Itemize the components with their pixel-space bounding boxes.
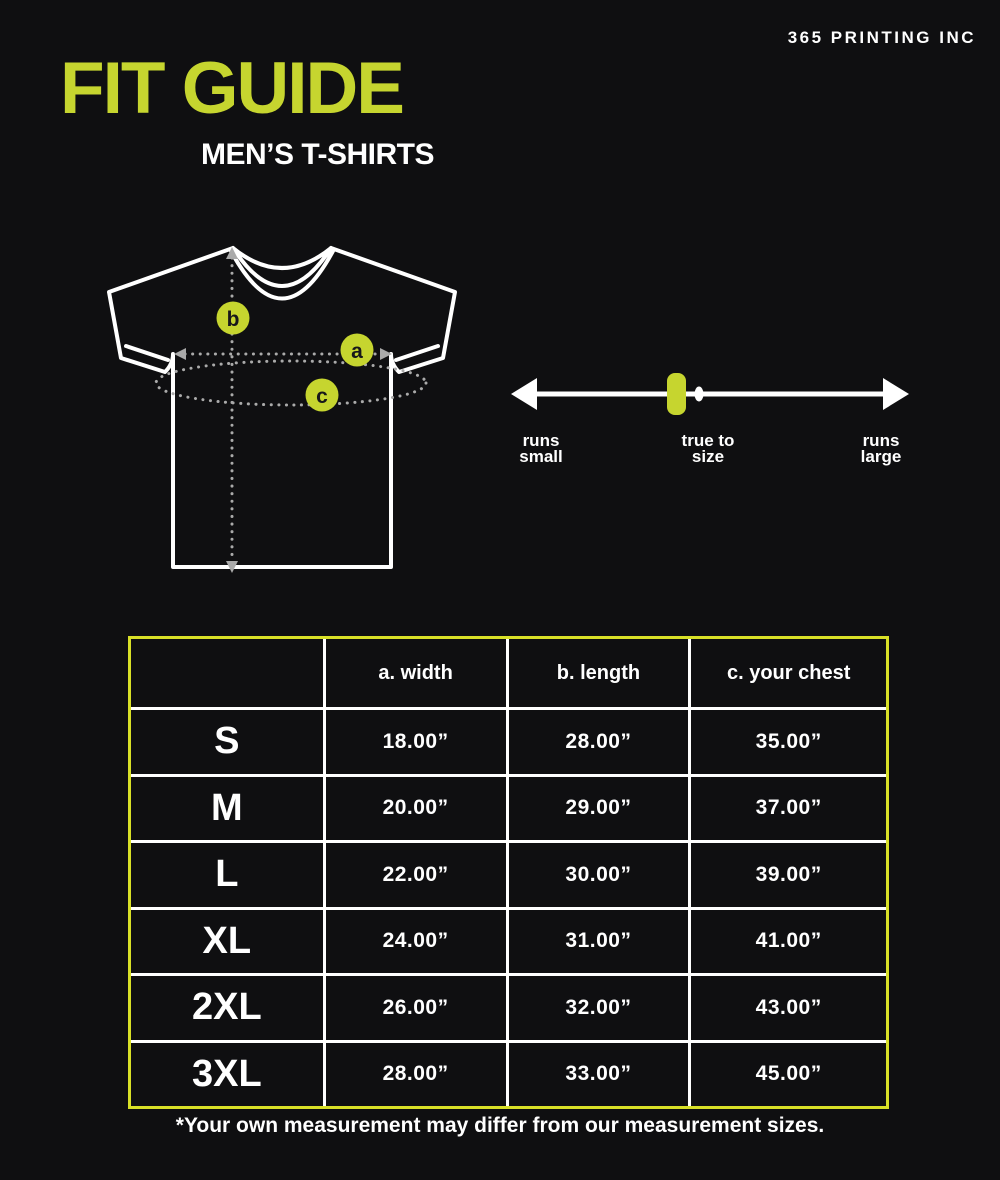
- size-label: XL: [131, 910, 323, 974]
- col-header-chest: c. your chest: [691, 639, 886, 707]
- width-value: 22.00”: [326, 843, 506, 907]
- width-value: 20.00”: [326, 777, 506, 841]
- chest-value: 41.00”: [691, 910, 886, 974]
- label-line: runs: [522, 431, 560, 450]
- length-value: 33.00”: [509, 1043, 689, 1107]
- brand-name: 365 PRINTING INC: [787, 28, 976, 47]
- width-value: 24.00”: [326, 910, 506, 974]
- fit-scale-label-runs-large: [861, 433, 902, 465]
- label-line: true to: [681, 431, 735, 450]
- col-header-width: a. width: [326, 639, 506, 707]
- col-header-empty: [131, 639, 323, 707]
- marker-a-label: a: [351, 340, 363, 363]
- width-arrow-left: [174, 348, 186, 360]
- fit-scale-arrow: [505, 360, 915, 430]
- chest-value: 39.00”: [691, 843, 886, 907]
- chest-value: 43.00”: [691, 976, 886, 1040]
- fit-scale-arrowhead-left: [511, 378, 537, 410]
- size-label: M: [131, 777, 323, 841]
- collar-shape: [231, 248, 333, 299]
- width-value: 26.00”: [326, 976, 506, 1040]
- length-value: 30.00”: [509, 843, 689, 907]
- chest-value: 37.00”: [691, 777, 886, 841]
- marker-c-label: c: [316, 385, 328, 408]
- length-value: 28.00”: [509, 710, 689, 774]
- fit-scale-dot: [695, 387, 704, 402]
- length-value: 29.00”: [509, 777, 689, 841]
- col-header-length: b. length: [509, 639, 689, 707]
- size-chart-table: [128, 636, 889, 1109]
- chest-value: 35.00”: [691, 710, 886, 774]
- size-label: 2XL: [131, 976, 323, 1040]
- fit-scale-label-true-to-size: [682, 433, 735, 465]
- label-line: runs: [862, 431, 900, 450]
- size-label: L: [131, 843, 323, 907]
- width-value: 28.00”: [326, 1043, 506, 1107]
- chest-value: 45.00”: [691, 1043, 886, 1107]
- tshirt-outline-shape: [109, 248, 455, 567]
- label-line: small: [519, 447, 563, 466]
- size-label: S: [131, 710, 323, 774]
- fit-scale-arrowhead-right: [883, 378, 909, 410]
- marker-b-label: b: [226, 308, 240, 331]
- length-value: 31.00”: [509, 910, 689, 974]
- label-line: large: [860, 447, 902, 466]
- page-title: FIT GUIDE: [60, 48, 403, 129]
- tshirt-diagram: [95, 232, 475, 587]
- page-subtitle: MEN’S T-SHIRTS: [200, 138, 434, 171]
- chest-measure-ellipse: [156, 361, 426, 405]
- size-label: 3XL: [131, 1043, 323, 1107]
- length-value: 32.00”: [509, 976, 689, 1040]
- width-value: 18.00”: [326, 710, 506, 774]
- footnote: *Your own measurement may differ from our measurement sizes.: [175, 1114, 825, 1137]
- label-line: size: [691, 447, 725, 466]
- fit-scale-label-runs-small: [519, 433, 562, 465]
- fit-scale-marker: [667, 373, 686, 415]
